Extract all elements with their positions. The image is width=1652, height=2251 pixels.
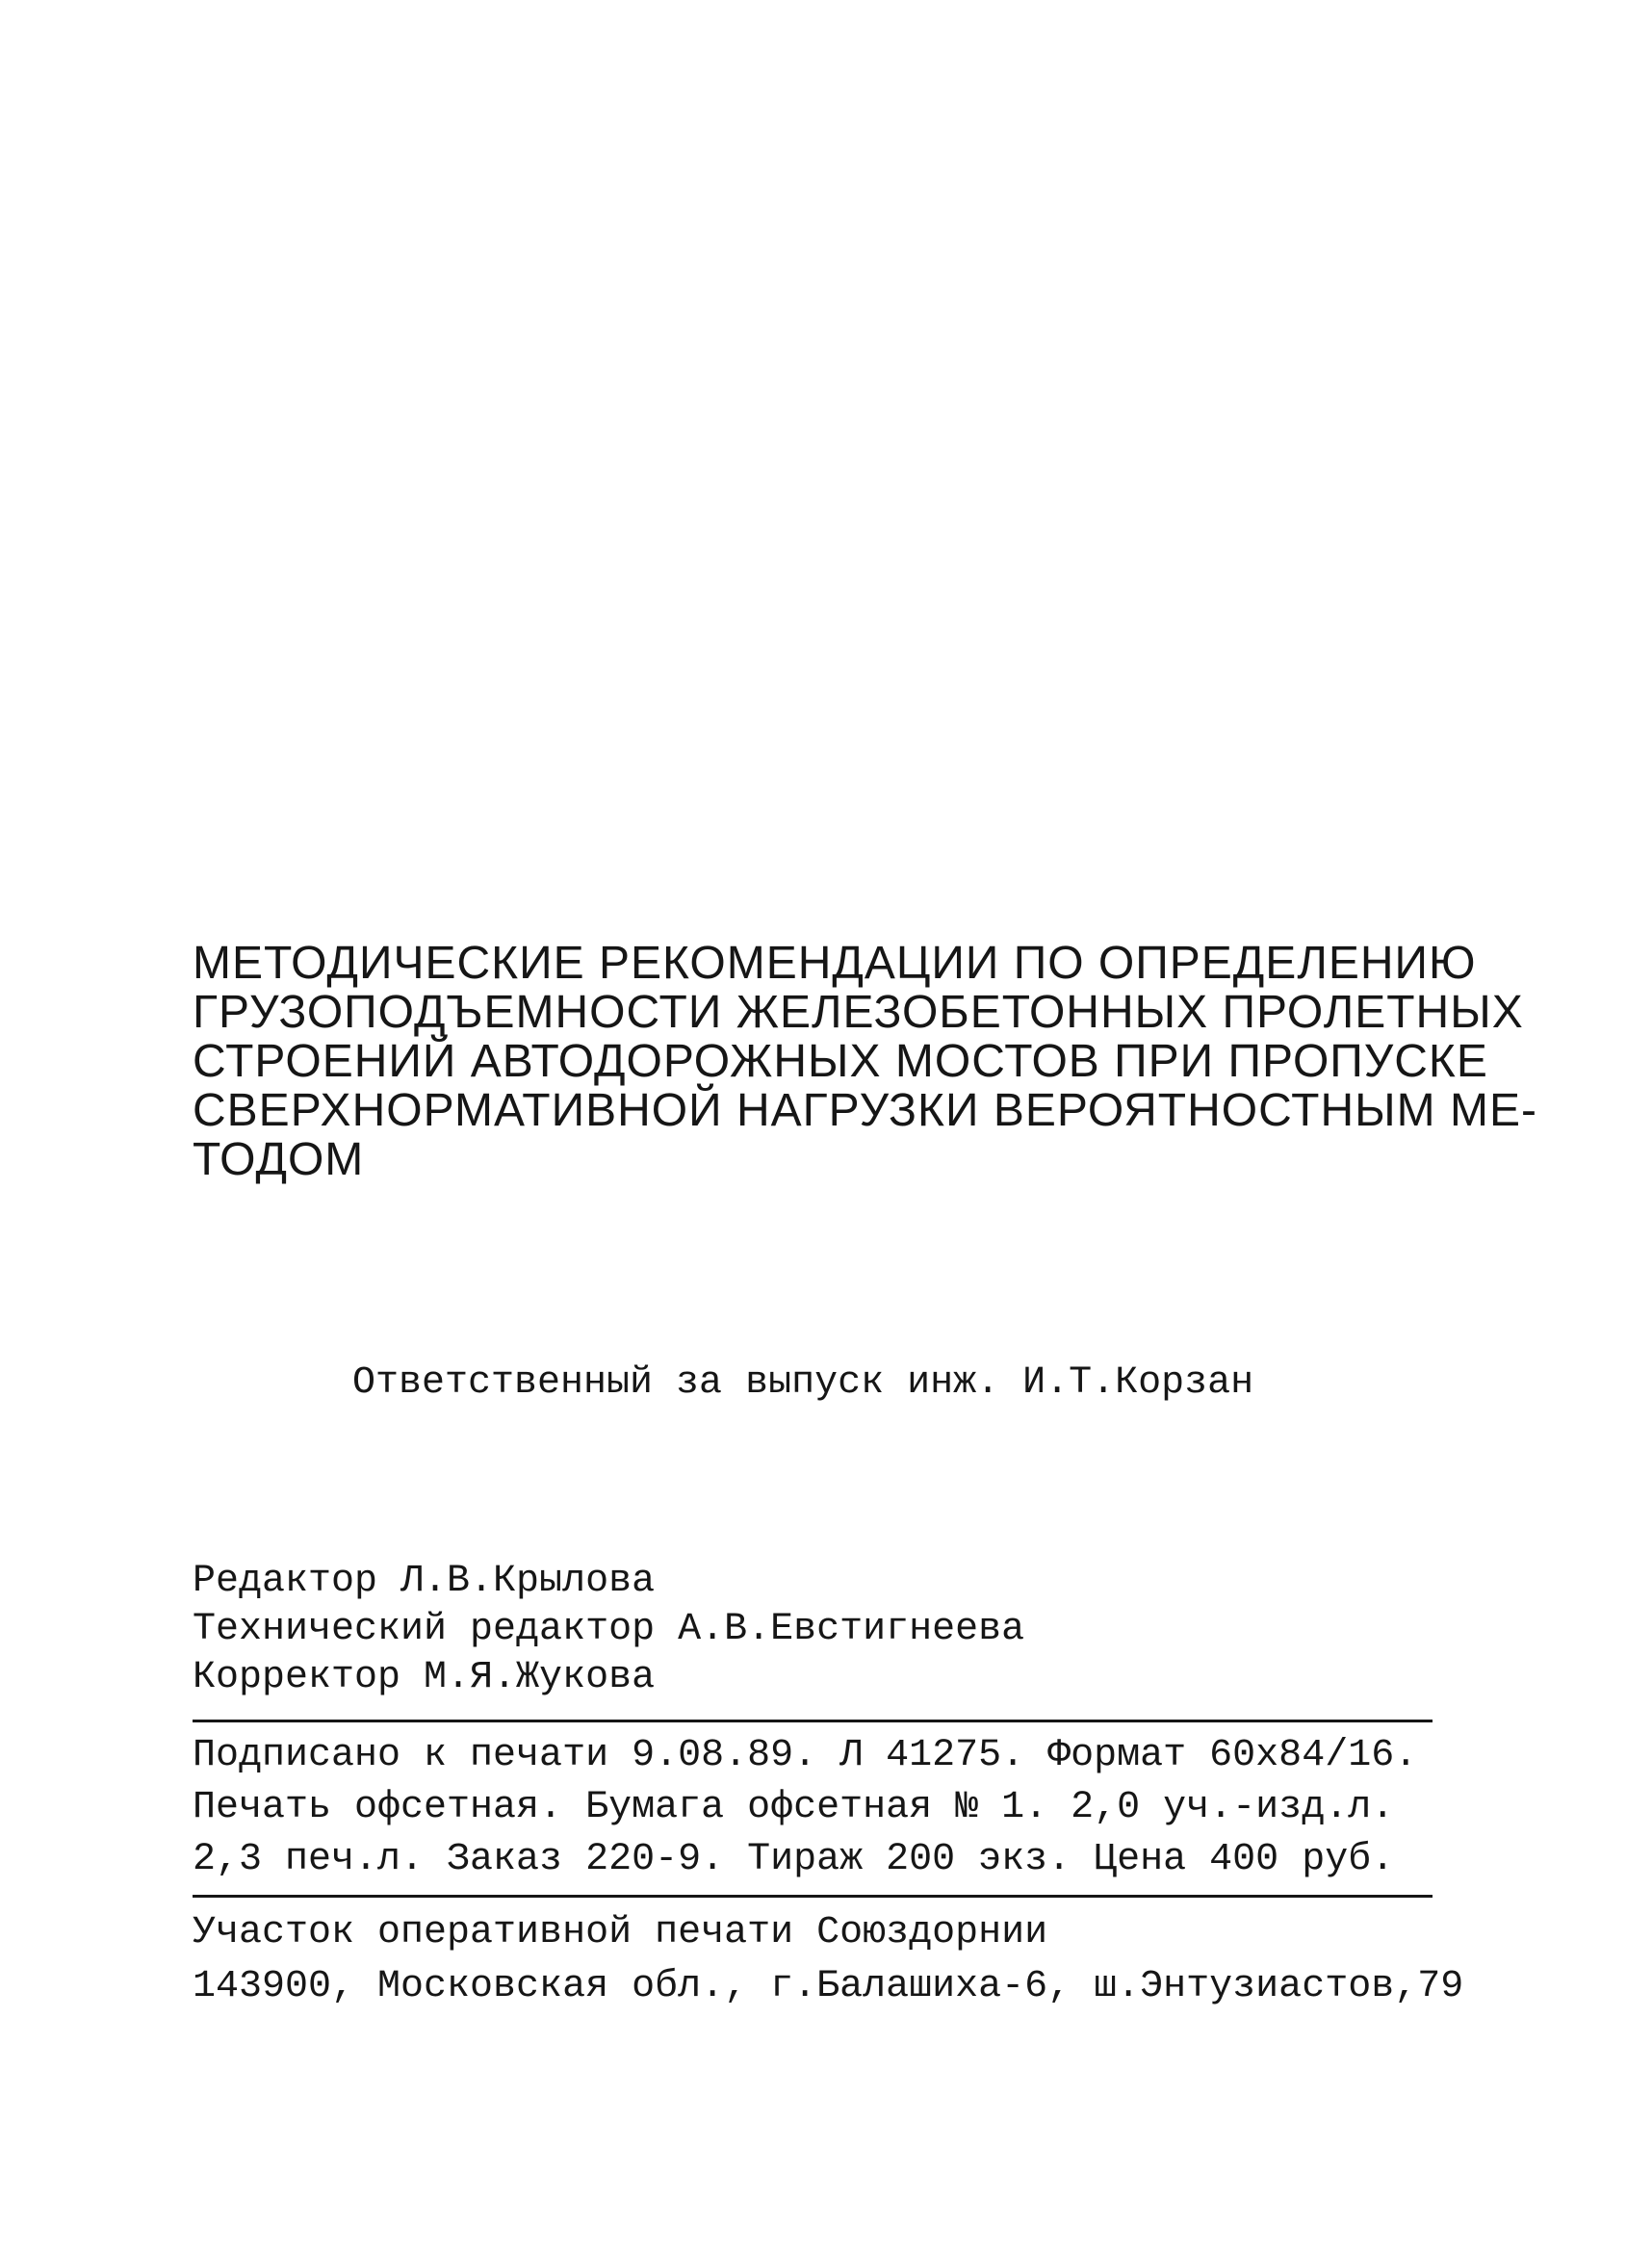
divider	[193, 1720, 1433, 1722]
editorial-staff	[193, 1558, 1024, 1702]
title-line: ГРУЗОПОДЪЕМНОСТИ ЖЕЛЕЗОБЕТОННЫХ ПРОЛЕТНЫХ	[193, 987, 1524, 1038]
imprint-line: Печать офсетная. Бумага офсетная № 1. 2,0 уч.-изд.л.	[193, 1786, 1395, 1829]
document-title	[193, 938, 1537, 1185]
printer-address: 143900, Московская обл., г.Балашиха-6, ш.Энтузиастов,79	[193, 1965, 1464, 2008]
technical-editor-line: Технический редактор А.В.Евстигнеева	[193, 1608, 1025, 1651]
imprint-line: Подписано к печати 9.08.89. Л 41275. Формат 60x84/16.	[193, 1734, 1418, 1777]
title-line: СВЕРХНОРМАТИВНОЙ НАГРУЗКИ ВЕРОЯТНОСТНЫМ МЕ-	[193, 1085, 1537, 1136]
imprint-line: 2,3 печ.л. Заказ 220-9. Тираж 200 экз. Цена 400 руб.	[193, 1838, 1395, 1881]
title-line: СТРОЕНИЙ АВТОДОРОЖНЫХ МОСТОВ ПРИ ПРОПУСКЕ	[193, 1036, 1488, 1087]
printer-info	[193, 1906, 1463, 2014]
title-line: ТОДОМ	[193, 1134, 365, 1185]
editor-line: Редактор Л.В.Крылова	[193, 1560, 656, 1603]
divider	[193, 1895, 1433, 1898]
responsible-person: Ответственный за выпуск инж. И.Т.Корзан	[352, 1361, 1254, 1405]
proofreader-line: Корректор М.Я.Жукова	[193, 1656, 656, 1699]
print-details	[193, 1730, 1417, 1886]
printer-name: Участок оперативной печати Союздорнии	[193, 1911, 1048, 1954]
title-line: МЕТОДИЧЕСКИЕ РЕКОМЕНДАЦИИ ПО ОПРЕДЕЛЕНИЮ	[193, 938, 1477, 989]
